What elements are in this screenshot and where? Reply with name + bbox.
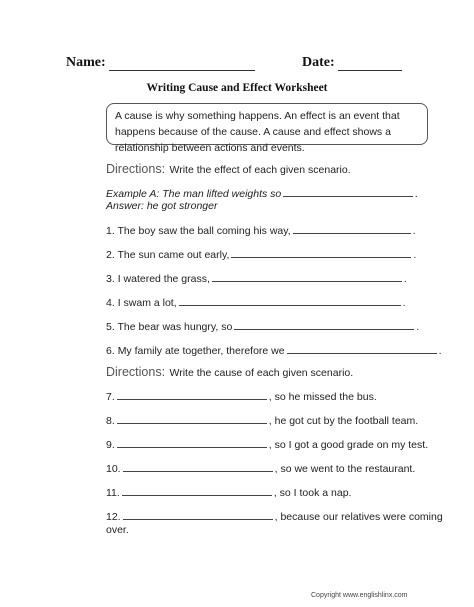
item-text: , because our relatives were coming (274, 511, 443, 523)
answer-blank (117, 436, 267, 448)
item-number: 10. (106, 463, 121, 475)
list-item (106, 508, 443, 523)
answer-blank (293, 222, 411, 234)
answer-blank (123, 508, 273, 520)
definition-box (106, 103, 428, 154)
answer-blank (179, 294, 401, 306)
item-number: 7. (106, 391, 115, 403)
item-text: The sun came out early, (117, 249, 230, 261)
directions-label: Directions: (106, 365, 166, 379)
list-item: 6. My family ate together, therefore we . (106, 342, 442, 357)
answer-blank (234, 318, 414, 330)
directions-effect (106, 160, 351, 178)
item-text: The boy saw the ball coming his way, (117, 225, 291, 237)
example-blank (283, 185, 413, 197)
item-number: 2. (106, 249, 115, 261)
item-number: 11. (106, 487, 120, 499)
item-text: I swam a lot, (117, 297, 177, 309)
name-field (66, 55, 255, 71)
item-text: My family ate together, therefore we (117, 345, 285, 357)
item-text: , so I took a nap. (273, 487, 352, 499)
worksheet-title: Writing Cause and Effect Worksheet (146, 82, 328, 94)
item-text: The bear was hungry, so (117, 321, 233, 333)
item-number: 12. (106, 511, 121, 523)
directions-cause (106, 363, 353, 381)
list-item: 5. The bear was hungry, so . (106, 318, 419, 333)
item-number: 4. (106, 297, 115, 309)
item-number: 5. (106, 321, 115, 333)
directions-text: Write the effect of each given scenario. (169, 164, 351, 176)
list-item (106, 460, 415, 475)
example-text: Example A: The man lifted weights so (106, 188, 282, 200)
list-item: 3. I watered the grass, . (106, 270, 407, 285)
list-item (106, 436, 428, 451)
answer-blank (231, 246, 411, 258)
list-item (106, 484, 351, 499)
item-text: , so we went to the restaurant. (274, 463, 416, 475)
item-text: , so I got a good grade on my test. (268, 439, 429, 451)
item-number: 3. (106, 273, 115, 285)
date-field (302, 55, 402, 71)
directions-label: Directions: (106, 162, 166, 176)
answer-blank (212, 270, 402, 282)
item-text: , he got cut by the football team. (268, 415, 419, 427)
item-number: 8. (106, 415, 115, 427)
list-item: 4. I swam a lot, . (106, 294, 406, 309)
directions-text: Write the cause of each given scenario. (169, 367, 354, 379)
example-answer: Answer: he got stronger (106, 200, 218, 212)
item-text: , so he missed the bus. (268, 391, 377, 403)
name-label: Name: (66, 55, 106, 70)
answer-blank (117, 412, 267, 424)
list-item: 1. The boy saw the ball coming his way, . (106, 222, 416, 237)
item-text: I watered the grass, (117, 273, 210, 285)
date-blank (338, 56, 402, 71)
definition-text: A cause is why something happens. An effect is an event that happens because of the cause. A cause and effect shows a relationship between actions and events. (115, 110, 400, 154)
answer-blank (123, 460, 273, 472)
item-number: 9. (106, 439, 115, 451)
item-number: 1. (106, 225, 115, 237)
copyright-text: Copyright www.englishlinx.com (311, 592, 408, 599)
answer-blank (287, 342, 437, 354)
item-number: 6. (106, 345, 115, 357)
item-continuation: over. (106, 524, 129, 536)
date-label: Date: (302, 55, 335, 70)
answer-blank (122, 484, 272, 496)
name-blank (109, 56, 255, 71)
answer-blank (117, 388, 267, 400)
list-item (106, 412, 418, 427)
list-item: 2. The sun came out early, . (106, 246, 416, 261)
example-line: Example A: The man lifted weights so . (106, 185, 418, 200)
list-item (106, 388, 377, 403)
